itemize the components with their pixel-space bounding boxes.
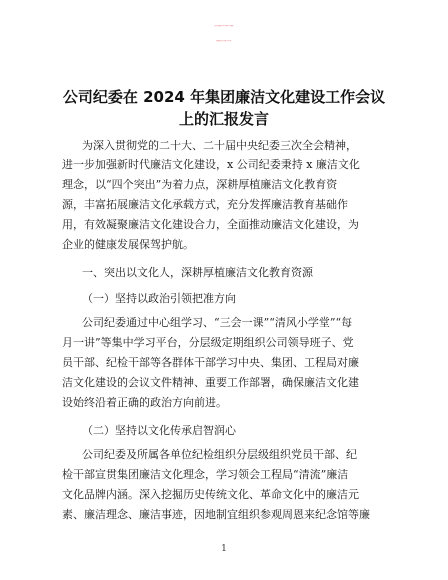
intro-line: 为深入贯彻党的二十大、二十届中央纪委三次全会精神， xyxy=(82,139,357,152)
paragraph-line: 文化品牌内涵。深入挖掘历史传统文化、革命文化中的廉洁元 xyxy=(62,488,359,501)
intro-line: 源，丰富拓展廉洁文化承载方式，充分发挥廉洁教育基础作 xyxy=(62,198,348,211)
intro-line: 用，有效凝聚廉洁文化建设合力，全面推动廉洁文化建设，为 xyxy=(62,218,359,231)
paragraph-line: 设始终沿着正确的政治方向前进。 xyxy=(62,396,227,409)
promo-banner-line-1 xyxy=(0,26,448,27)
paragraph-line: 洁文化建设的会议文件精神、重要工作部署，确保廉洁文化建 xyxy=(62,376,359,389)
subsection-heading: （一）坚持以政治引领把准方向 xyxy=(82,292,236,305)
intro-line: 进一步加强新时代廉洁文化建设，x 公司纪委秉持 x 廉洁文化 xyxy=(62,158,360,171)
paragraph-line: 员干部、纪检干部等各群体干部学习中央、集团、工程局对廉 xyxy=(62,356,359,369)
intro-line: 企业的健康发展保驾护航。 xyxy=(62,238,194,251)
page-number: 1 xyxy=(221,544,227,554)
subsection-heading: （二）坚持以文化传承启智润心 xyxy=(82,424,236,437)
document-title-line-2: 上的汇报发言 xyxy=(178,110,269,128)
promo-banner-line-2 xyxy=(0,41,448,42)
intro-line: 理念，以“四个突出”为着力点，深耕厚植廉洁文化教育资 xyxy=(62,178,338,191)
paragraph-line: 公司纪委通过中心组学习、“三会一课”“清风小学堂”“每 xyxy=(82,316,353,329)
paragraph-line: 素、廉洁理念、廉洁事迹，因地制宜组织参观周恩来纪念馆等廉 xyxy=(62,508,370,521)
paragraph-line: 检干部宣贯集团廉洁文化理念，学习领会工程局“清流”廉洁 xyxy=(62,468,349,481)
paragraph-line: 月一讲”等集中学习平台，分层级定期组织公司领导班子、党 xyxy=(62,336,354,349)
paragraph-line: 公司纪委及所属各单位纪检组织分层级组织党员干部、纪 xyxy=(82,448,357,461)
document-title-line-1: 公司纪委在 2024 年集团廉洁文化建设工作会议 xyxy=(62,88,386,106)
section-heading: 一、突出以文化人，深耕厚植廉洁文化教育资源 xyxy=(82,266,313,279)
